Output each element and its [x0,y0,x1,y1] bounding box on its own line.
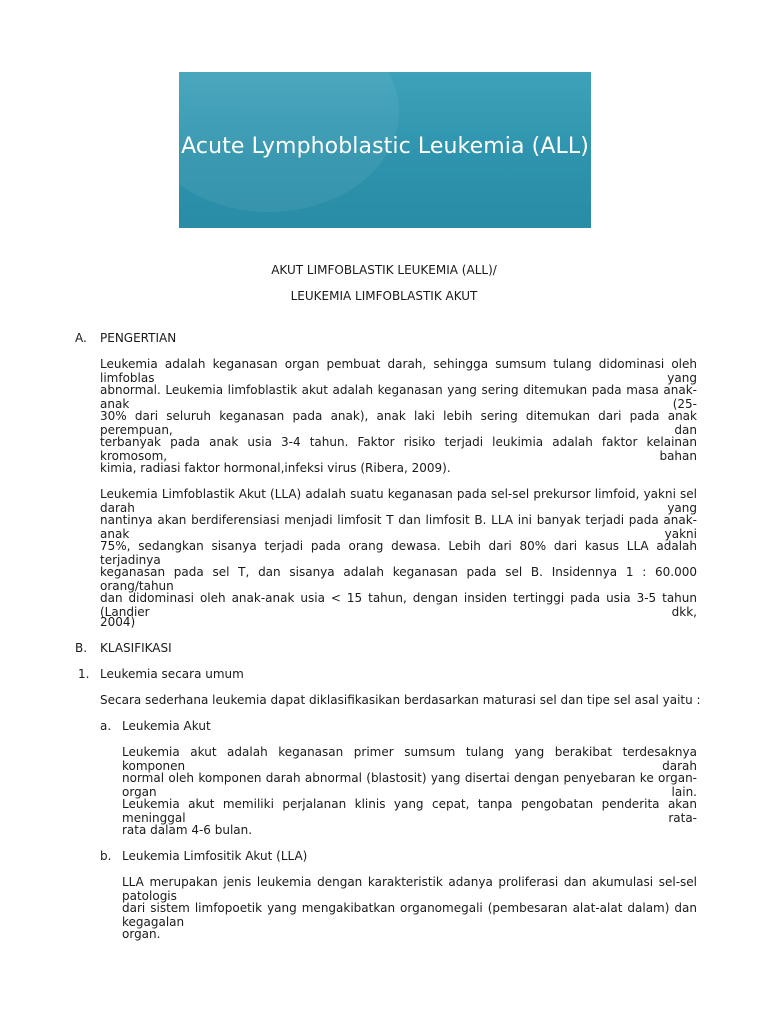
para1-line-1: Leukemia adalah keganasan organ pembuat darah, sehingga sumsum tulang didominasi oleh limfoblas yang [100,357,697,385]
section-a-marker: A. [75,331,87,345]
item1-marker: 1. [78,667,90,681]
para2-line-1: Leukemia Limfoblastik Akut (LLA) adalah suatu keganasan pada sel-sel prekursor limfoid, yakni sel darah yang [100,487,697,515]
sub-b-line-2: dari sistem limfopoetik yang mengakibatkan organomegali (pembesaran alat-alat dalam) dan kegagalan [122,901,697,929]
para2-line-3: 75%, sedangkan sisanya terjadi pada orang dewasa. Lebih dari 80% dari kasus LLA adalah terjadinya [100,539,697,567]
sub-a-line-4: rata dalam 4-6 bulan. [122,823,253,837]
para1-line-3: 30% dari seluruh keganasan pada anak), anak laki lebih sering ditemukan dari pada anak perempuan, dan [100,409,697,437]
item1-intro: Secara sederhana leukemia dapat diklasifikasikan berdasarkan maturasi sel dan tipe sel asal yaitu : [100,693,701,707]
item1-heading: Leukemia secara umum [100,667,244,681]
sub-b-marker: b. [100,849,112,863]
header-banner-image [179,72,591,228]
sub-b-heading: Leukemia Limfositik Akut (LLA) [122,849,308,863]
sub-a-line-1: Leukemia akut adalah keganasan primer sumsum tulang yang berakibat terdesaknya komponen darah [122,745,697,773]
sub-b-line-3: organ. [122,927,161,941]
section-b-heading: KLASIFIKASI [100,641,172,655]
para2-line-6: 2004) [100,615,136,629]
para1-line-5: kimia, radiasi faktor hormonal,infeksi virus (Ribera, 2009). [100,461,451,475]
section-a-heading: PENGERTIAN [100,331,177,345]
sub-a-line-3: Leukemia akut memiliki perjalanan klinis yang cepat, tanpa pengobatan penderita akan meninggal rata- [122,797,697,825]
banner-title: Acute Lymphoblastic Leukemia (ALL) [181,134,589,159]
sub-a-marker: a. [100,719,112,733]
section-b-marker: B. [75,641,88,655]
para2-line-2: nantinya akan berdiferensiasi menjadi limfosit T dan limfosit B. LLA ini banyak terjadi pada anak-anak yakni [100,513,697,541]
sub-b-line-1: LLA merupakan jenis leukemia dengan karakteristik adanya proliferasi dan akumulasi sel-sel patologis [122,875,697,903]
sub-a-line-2: normal oleh komponen darah abnormal (blastosit) yang disertai dengan penyebaran ke organ-organ lain. [122,771,697,799]
para2-line-4: keganasan pada sel T, dan sisanya adalah keganasan pada sel B. Insidennya 1 : 60.000 orang/tahun [100,565,697,593]
sub-a-heading: Leukemia Akut [122,719,211,733]
doc-title-line-2: LEUKEMIA LIMFOBLASTIK AKUT [290,289,478,303]
doc-title-line-1: AKUT LIMFOBLASTIK LEUKEMIA (ALL)/ [271,263,497,277]
para1-line-2: abnormal. Leukemia limfoblastik akut adalah keganasan yang sering ditemukan pada masa anak-anak (25- [100,383,697,411]
para2-line-5: dan didominasi oleh anak-anak usia < 15 tahun, dengan insiden tertinggi pada usia 3-5 tahun (Landier dkk, [100,591,697,619]
para1-line-4: terbanyak pada anak usia 3-4 tahun. Faktor risiko terjadi leukimia adalah faktor kelainan kromosom, bahan [100,435,697,463]
